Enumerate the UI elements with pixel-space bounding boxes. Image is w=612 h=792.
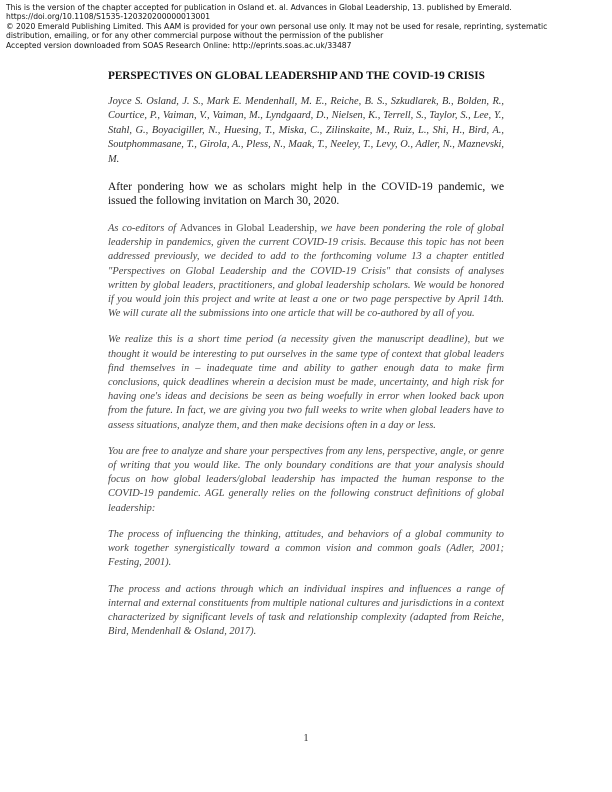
invitation-paragraph-1 [108, 222, 504, 321]
book-title: Advances in Global Leadership [179, 223, 315, 235]
definition-2: The process and actions through which an individual inspires and influences a range of internal and external constituents from multiple national cultures and jurisdictions in a context characterized by significant levels of task and relationship complexity (adapted from Reiche, Bird, Mendenhall & Osland, 2017). [108, 583, 504, 638]
invitation-rest: , we have been pondering the role of global leadership in pandemics, given the current COVID-19 crisis. Because this topic has not been addressed previously, we decided to add to the forthcoming volume 13 a chapter entitled "Perspectives on Global Leadership and the COVID-19 Crisis" that consists of analyses written by global leaders, practitioners, and global leadership scholars. We would be honored if you would join this project and write at least a one or two page perspective by April 14th. We will curate all the submissions into one article that will be co-authored by all of you. [108, 223, 504, 320]
invitation-paragraph-2: We realize this is a short time period (a necessity given the manuscript deadline), but we thought it would be interesting to put ourselves in the same type of context that global leaders find themselves in – inadequate time and ability to gather enough data to make firm conclusions, quick deadlines wherein a decision must be made, uncertainty, and high risk for having one's ideas and decisions be seen as being woefully in error when looked back upon from the future. In fact, we are giving you two full weeks to write when global leaders have to assess situations, analyze them, and then make decisions often in a day or less. [108, 334, 504, 431]
definition-1: The process of influencing the thinking, attitudes, and behaviors of a global community to work together synergistically toward a common vision and common goals (Adler, 2001; Festing, 2001). [108, 528, 504, 569]
header-line: distribution, emailing, or for any other commercial purpose without the permission of the publisher [6, 31, 384, 41]
header-line: Accepted version downloaded from SOAS Research Online: http://eprints.soas.ac.uk/33487 [6, 40, 352, 50]
header-line: This is the version of the chapter accepted for publication in Osland et. al. Advances in Global Leadership, 13. published by Emerald. [6, 3, 512, 12]
article-title: PERSPECTIVES ON GLOBAL LEADERSHIP AND THE COVID-19 CRISIS [108, 70, 485, 82]
header-line: https://doi.org/10.1108/S1535-120320200000013001 [6, 12, 211, 22]
invitation-paragraph-3: You are free to analyze and share your perspectives from any lens, perspective, angle, or genre of writing that you would like. The only boundary conditions are that your analysis should focus on how global leaders/global leadership has impacted the human response to the COVID-19 pandemic. AGL generally relies on the following construct definitions of global leadership: [108, 445, 504, 514]
invitation-lead: As co-editors of [108, 223, 180, 235]
copyright-header [6, 3, 606, 50]
intro-paragraph: After pondering how we as scholars might help in the COVID-19 pandemic, we issued the following invitation on March 30, 2020. [108, 181, 504, 208]
author-list: Joyce S. Osland, J. S., Mark E. Mendenhall, M. E., Reiche, B. S., Szkudlarek, B., Bolden, R., Courtice, P., Vaiman, V., Vaiman, M., Lyndgaard, D., Nielsen, K., Terrell, S., Taylor, S., Lee, Y., Stahl, G., Boyacigiller, N., Huesing, T., Miska, C., Zilinskaite, M., Ruiz, L., Shi, H., Bird, A., Soutphommasane, T., Girola, A., Pless, N., Maak, T., Neeley, T., Levy, O., Adler, N., Maznevski, M. [108, 96, 504, 165]
page-number: 1 [303, 733, 309, 744]
header-line: © 2020 Emerald Publishing Limited. This AAM is provided for your own personal use only. It may not be used for resale, reprinting, systematic [6, 21, 548, 31]
article-body [108, 70, 504, 651]
